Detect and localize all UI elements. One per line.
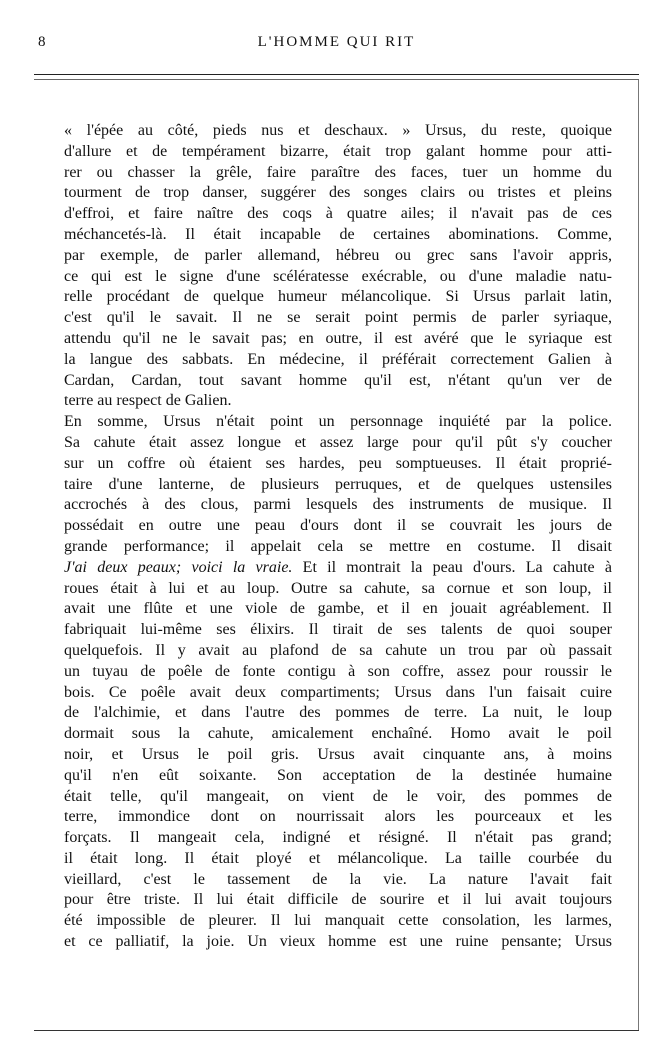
text-line: fabriquait lui-même ses élixirs. Il tirait de ses talents de quoi souper — [64, 621, 612, 639]
text-line: rer ou chasser la grêle, faire paraître des faces, tuer un homme du — [64, 163, 612, 181]
text-line: un tuyau de poêle de fonte contigu à son coffre, assez pour roussir le — [64, 662, 612, 680]
running-title: L'HOMME QUI RIT — [257, 34, 416, 50]
text-line: possédait en outre une peau d'ours dont il se couvrait les jours de — [64, 517, 612, 535]
italic-line-rest: Et il montrait la peau d'ours. La cahute à — [292, 558, 612, 576]
text-line: grande performance; il appelait cela se mettre en costume. Il disait — [64, 537, 612, 555]
text-line: pour être triste. Il lui était difficile de sourire et il lui avait toujours — [64, 891, 612, 909]
page-number: 8 — [38, 34, 47, 50]
text-line: d'effroi, et faire naître des coqs à quatre ailes; il n'avait pas de ces — [64, 205, 612, 223]
text-line: méchancetés-là. Il était incapable de certaines abominations. Comme, — [64, 225, 612, 243]
text-line: En somme, Ursus n'était point un personnage inquiété par la police. — [64, 413, 612, 431]
text-line: Cardan, Cardan, tout savant homme qu'il est, n'étant qu'un ver de — [64, 371, 612, 389]
header-rule-thin — [34, 79, 639, 80]
text-line: taire d'une lanterne, de plusieurs perruques, et de quelques ustensiles — [64, 475, 612, 493]
text-line: vieillard, c'est le tassement de la vie. La nature l'avait fait — [64, 870, 612, 888]
text-line: terre, immondice dont on nourrissait alors les pourceaux et les — [64, 808, 612, 826]
text-line: « l'épée au côté, pieds nus et deschaux. » Ursus, du reste, quoique — [64, 122, 612, 139]
text-line: dormait sous la cahute, amicalement enchaîné. Homo avait le poil — [64, 725, 612, 743]
text-line: qu'il n'en eût soixante. Son acceptation de la destinée humaine — [64, 766, 612, 784]
text-line: d'allure et de tempérament bizarre, était trop galant homme pour atti- — [64, 142, 612, 160]
body-text — [64, 121, 612, 953]
text-line: ce qui est le signe d'une scélératesse exécrable, ou d'une maladie natu- — [64, 267, 612, 285]
italic-quote: J'ai deux peaux; voici la vraie. — [64, 558, 293, 576]
text-line: relle procédant de quelque humeur mélancolique. Si Ursus parlait latin, — [64, 288, 612, 306]
text-line: quelquefois. Il y avait au plafond de sa cahute un trou par où passait — [64, 641, 612, 659]
text-line: était telle, qu'il mangeait, on vient de le voir, des pommes de — [64, 787, 612, 805]
text-line: noir, et Ursus le poil gris. Ursus avait cinquante ans, à moins — [64, 745, 612, 763]
text-line: il était long. Il était ployé et mélancolique. La taille courbée du — [64, 849, 612, 867]
text-line: roues était à lui et au loup. Outre sa cahute, sa cornue et son loup, il — [64, 579, 612, 597]
text-line: attendu qu'il ne le savait pas; en outre, il est avéré que le syriaque est — [64, 329, 612, 347]
text-line: bois. Ce poêle avait deux compartiments; Ursus dans l'un faisait cuire — [64, 683, 612, 701]
text-line: et ce palliatif, la joie. Un vieux homme est une ruine pensante; Ursus — [64, 933, 612, 951]
text-line: c'est qu'il le savait. Il ne se serait point permis de parler syriaque, — [64, 309, 612, 327]
text-line: de l'alchimie, et dans l'autre des pommes de terre. La nuit, le loup — [64, 704, 612, 722]
header-rule — [34, 74, 639, 75]
text-line-italic-quote — [64, 558, 612, 579]
page-header — [34, 34, 639, 56]
text-line: tourment de trop danser, suggérer des songes clairs ou tristes et pleins — [64, 184, 612, 202]
text-line: la langue des sabbats. En médecine, il préférait correctement Galien à — [64, 350, 612, 368]
text-line: été impossible de pleurer. Il lui manquait cette consolation, les larmes, — [64, 912, 612, 930]
text-line: sur un coffre où étaient ses hardes, peu somptueuses. Il était proprié- — [64, 454, 612, 472]
text-line: par exemple, de parler allemand, hébreu ou grec sans l'avoir appris, — [64, 246, 612, 264]
text-line: accrochés à des clous, parmi lesquels des instruments de musique. Il — [64, 496, 612, 514]
text-line: avait une flûte et une viole de gambe, et il en jouait agréablement. Il — [64, 600, 612, 618]
footer-rule — [34, 1030, 639, 1031]
text-line: Sa cahute était assez longue et assez large pour qu'il pût s'y coucher — [64, 433, 612, 451]
right-margin-rule — [638, 80, 639, 1030]
text-line: forçats. Il mangeait cela, indigné et résigné. Il n'était pas grand; — [64, 829, 612, 847]
text-line: terre au respect de Galien. — [64, 392, 232, 410]
